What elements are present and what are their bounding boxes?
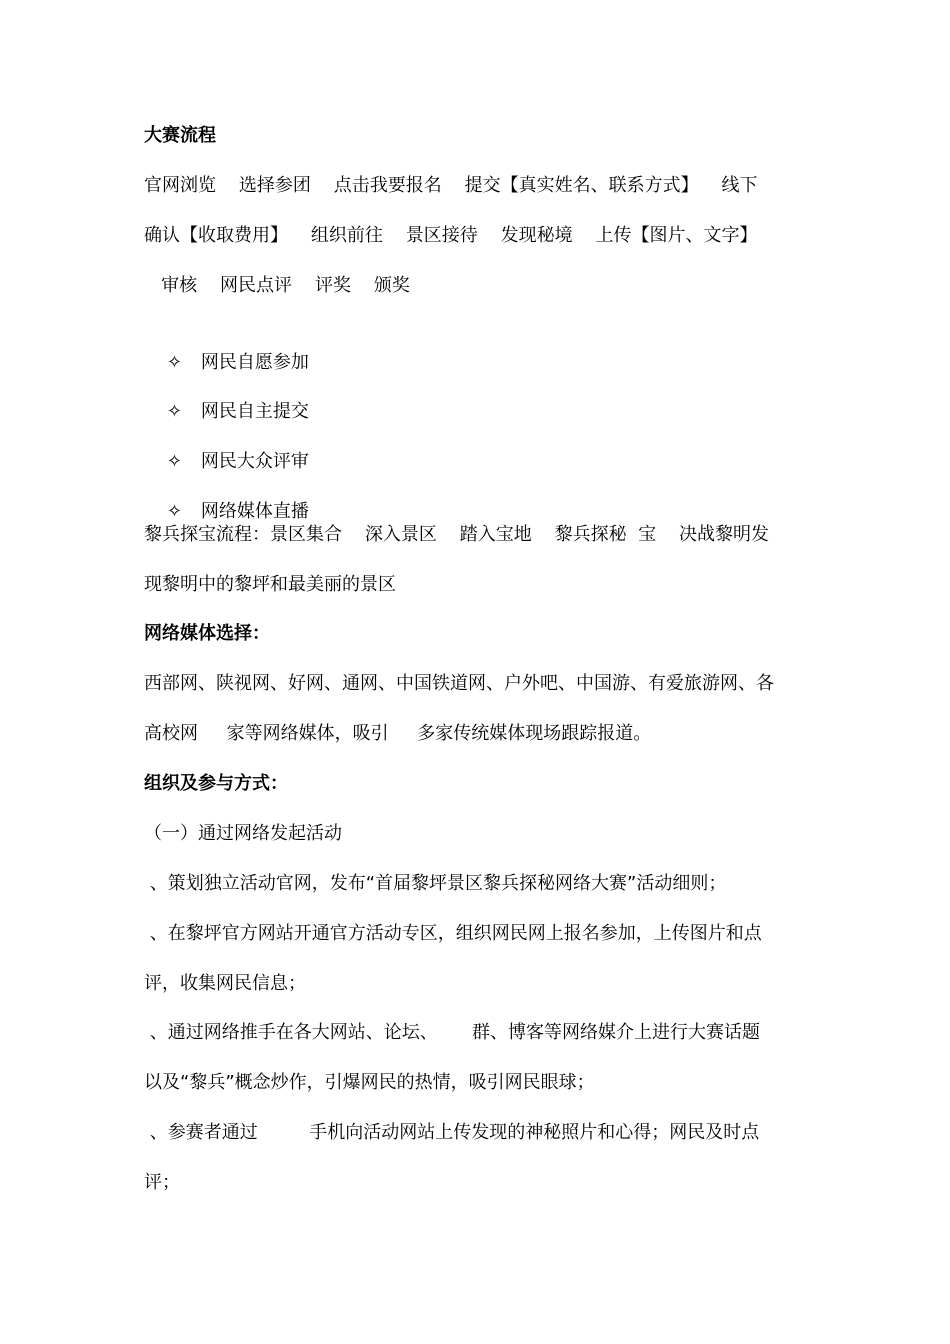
item-3-line-1: 、通过网络推手在各大网站、论坛、 群、博客等网络媒介上进行大赛话题 — [144, 1022, 761, 1043]
heading-process: 大赛流程 — [144, 125, 216, 146]
heading-organization: 组织及参与方式： — [144, 773, 288, 794]
bullet-text: 网民自主提交 — [200, 401, 309, 422]
bullet-text: 网民大众评审 — [200, 451, 309, 472]
item-4-line-1: 、参赛者通过 手机向活动网站上传发现的神秘照片和心得；网民及时点 — [144, 1122, 760, 1143]
item-3-line-2: 以及“黎兵”概念炒作，引爆网民的热情，吸引网民眼球； — [144, 1072, 595, 1093]
process-line-2: 确认【收取费用】 组织前往 景区接待 发现秘境 上传【图片、文字】 — [144, 225, 758, 246]
bullet-text: 网络媒体直播 — [200, 501, 309, 522]
star-bullet-icon: ✧ — [166, 352, 182, 373]
star-bullet-icon: ✧ — [166, 501, 182, 522]
item-2-line-2: 评，收集网民信息； — [144, 973, 306, 994]
process-line-3: 审核 网民点评 评奖 颁奖 — [144, 275, 410, 296]
star-bullet-icon: ✧ — [166, 451, 182, 472]
item-2-line-1: 、在黎坪官方网站开通官方活动专区，组织网民网上报名参加，上传图片和点 — [144, 923, 762, 944]
treasure-line-1: 黎兵探宝流程：景区集合 深入景区 踏入宝地 黎兵探秘 宝 决战黎明发 — [144, 524, 769, 545]
treasure-line-2: 现黎明中的黎坪和最美丽的景区 — [144, 574, 396, 595]
heading-media: 网络媒体选择： — [144, 623, 270, 644]
item-1-line-1: 、策划独立活动官网，发布“首届黎坪景区黎兵探秘网络大赛”活动细则； — [144, 873, 727, 894]
star-bullet-icon: ✧ — [166, 401, 182, 422]
bullet-text: 网民自愿参加 — [200, 352, 309, 373]
media-line-1: 西部网、陕视网、好网、通网、中国铁道网、户外吧、中国游、有爱旅游网、各 — [144, 673, 774, 694]
media-line-2: 高校网 家等网络媒体，吸引 多家传统媒体现场跟踪报道。 — [144, 723, 652, 744]
process-line-1: 官网浏览 选择参团 点击我要报名 提交【真实姓名、联系方式】 线下 — [144, 175, 758, 196]
item-4-line-2: 评； — [144, 1172, 180, 1193]
sub-heading-1: （一）通过网络发起活动 — [144, 823, 342, 844]
